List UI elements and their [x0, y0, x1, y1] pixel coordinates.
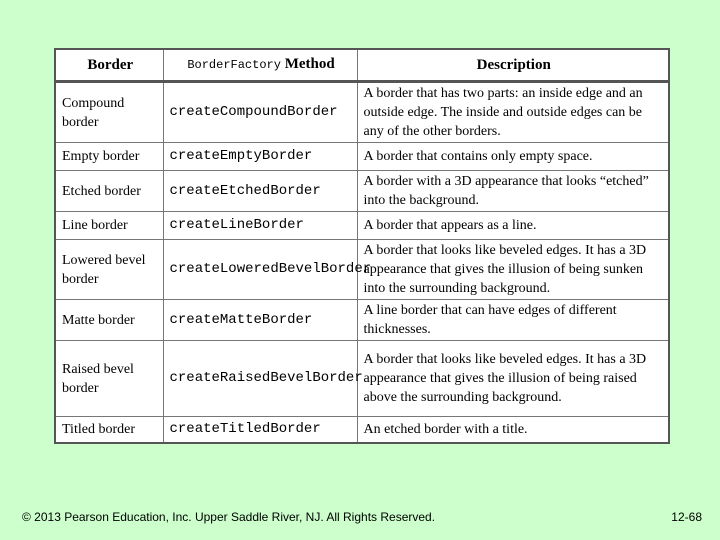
header-factory-class: BorderFactory	[187, 58, 281, 72]
cell-method: createEtchedBorder	[163, 171, 357, 212]
cell-border: Lowered bevel border	[55, 240, 163, 300]
table-row	[55, 341, 669, 417]
copyright-notice: © 2013 Pearson Education, Inc. Upper Saddle River, NJ. All Rights Reserved.	[22, 510, 436, 524]
cell-description: A border that appears as a line.	[357, 212, 669, 240]
cell-border: Etched border	[55, 171, 163, 212]
cell-method: createLoweredBevelBorder	[163, 240, 357, 300]
cell-description: A line border that can have edges of different thicknesses.	[357, 300, 669, 341]
table-row	[55, 300, 669, 341]
header-description: Description	[357, 49, 669, 82]
cell-border: Titled border	[55, 417, 163, 443]
header-factory-method	[163, 49, 357, 82]
table-row	[55, 171, 669, 212]
cell-description: A border that looks like beveled edges. It has a 3D appearance that gives the illusion of being raised above the surrounding background.	[357, 341, 669, 417]
table-row	[55, 417, 669, 443]
table-row	[55, 82, 669, 143]
cell-method: createCompoundBorder	[163, 82, 357, 143]
cell-method: createMatteBorder	[163, 300, 357, 341]
page-number: 12-68	[671, 510, 702, 524]
cell-method: createRaisedBevelBorder	[163, 341, 357, 417]
cell-border: Line border	[55, 212, 163, 240]
cell-description: A border with a 3D appearance that looks “etched” into the background.	[357, 171, 669, 212]
cell-description: An etched border with a title.	[357, 417, 669, 443]
table-header-row	[55, 49, 669, 82]
cell-description: A border that has two parts: an inside edge and an outside edge. The inside and outside edges can be any of the other borders.	[357, 82, 669, 143]
cell-method: createLineBorder	[163, 212, 357, 240]
table-row	[55, 212, 669, 240]
table-row	[55, 240, 669, 300]
cell-border: Matte border	[55, 300, 163, 341]
header-method: Method	[284, 56, 335, 72]
cell-description: A border that looks like beveled edges. It has a 3D appearance that gives the illusion of being sunken into the surrounding background.	[357, 240, 669, 300]
header-border: Border	[55, 49, 163, 82]
cell-border: Compound border	[55, 82, 163, 143]
table-row	[55, 143, 669, 171]
cell-border: Empty border	[55, 143, 163, 171]
border-table	[54, 48, 670, 444]
cell-description: A border that contains only empty space.	[357, 143, 669, 171]
cell-border: Raised bevel border	[55, 341, 163, 417]
cell-method: createEmptyBorder	[163, 143, 357, 171]
cell-method: createTitledBorder	[163, 417, 357, 443]
